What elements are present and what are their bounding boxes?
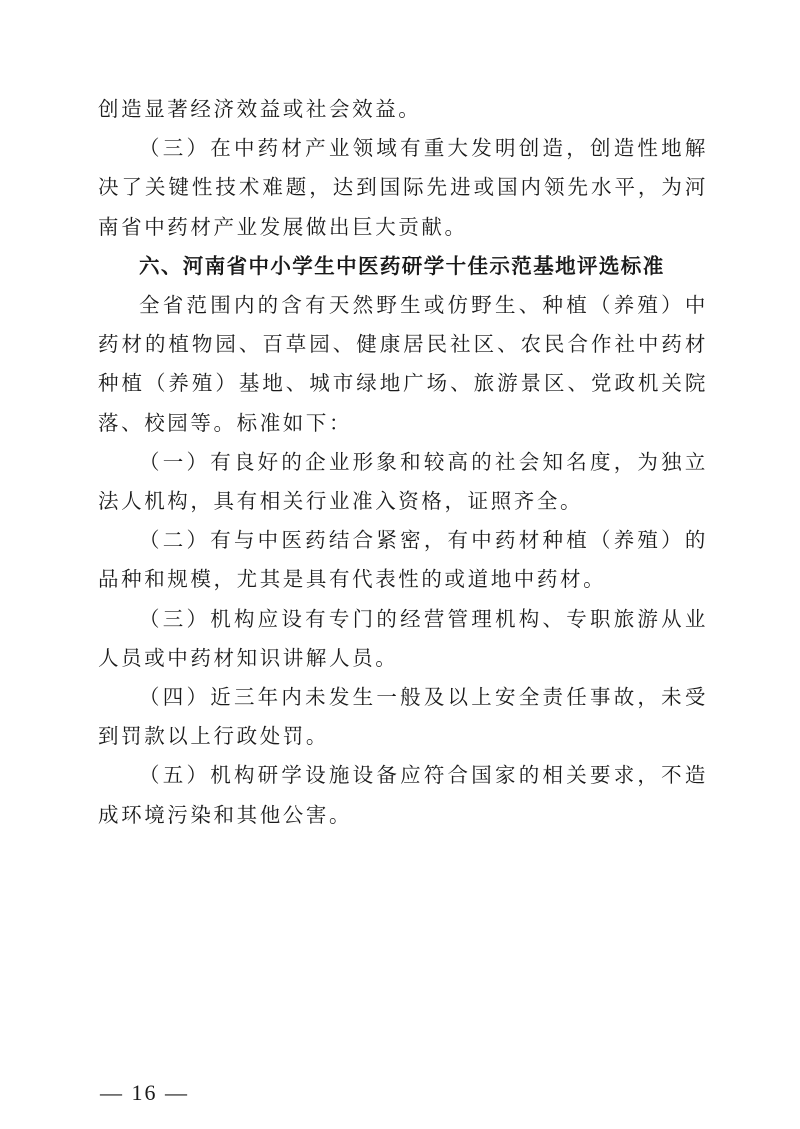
document-body <box>98 90 708 835</box>
criterion-1: （一）有良好的企业形象和较高的社会知名度，为独立法人机构，具有相关行业准入资格，证照齐全。 <box>98 449 708 514</box>
criterion-4: （四）近三年内未发生一般及以上安全责任事故，未受到罚款以上行政处罚。 <box>98 685 708 749</box>
criterion-2: （二）有与中医药结合紧密，有中药材种植（养殖）的品种和规模，尤其是具有代表性的或道地中药材。 <box>98 528 708 592</box>
section-heading: 六、河南省中小学生中医药研学十佳示范基地评选标准 <box>139 253 665 278</box>
criterion-3: （三）机构应设有专门的经营管理机构、专职旅游从业人员或中药材知识讲解人员。 <box>98 606 708 670</box>
section-intro: 全省范围内的含有天然野生或仿野生、种植（养殖）中药材的植物园、百草园、健康居民社区、农民合作社中药材种植（养殖）基地、城市绿地广场、旅游景区、党政机关院落、校园等。标准如下： <box>98 293 708 435</box>
paragraph-item-three: （三）在中药材产业领域有重大发明创造，创造性地解决了关键性技术难题，达到国际先进或国内领先水平，为河南省中药材产业发展做出巨大贡献。 <box>98 136 708 239</box>
paragraph-continuation: 创造显著经济效益或社会效益。 <box>98 97 422 121</box>
page-number: — 16 — <box>100 1080 189 1105</box>
criterion-5: （五）机构研学设施设备应符合国家的相关要求，不造成环境污染和其他公害。 <box>98 763 708 827</box>
